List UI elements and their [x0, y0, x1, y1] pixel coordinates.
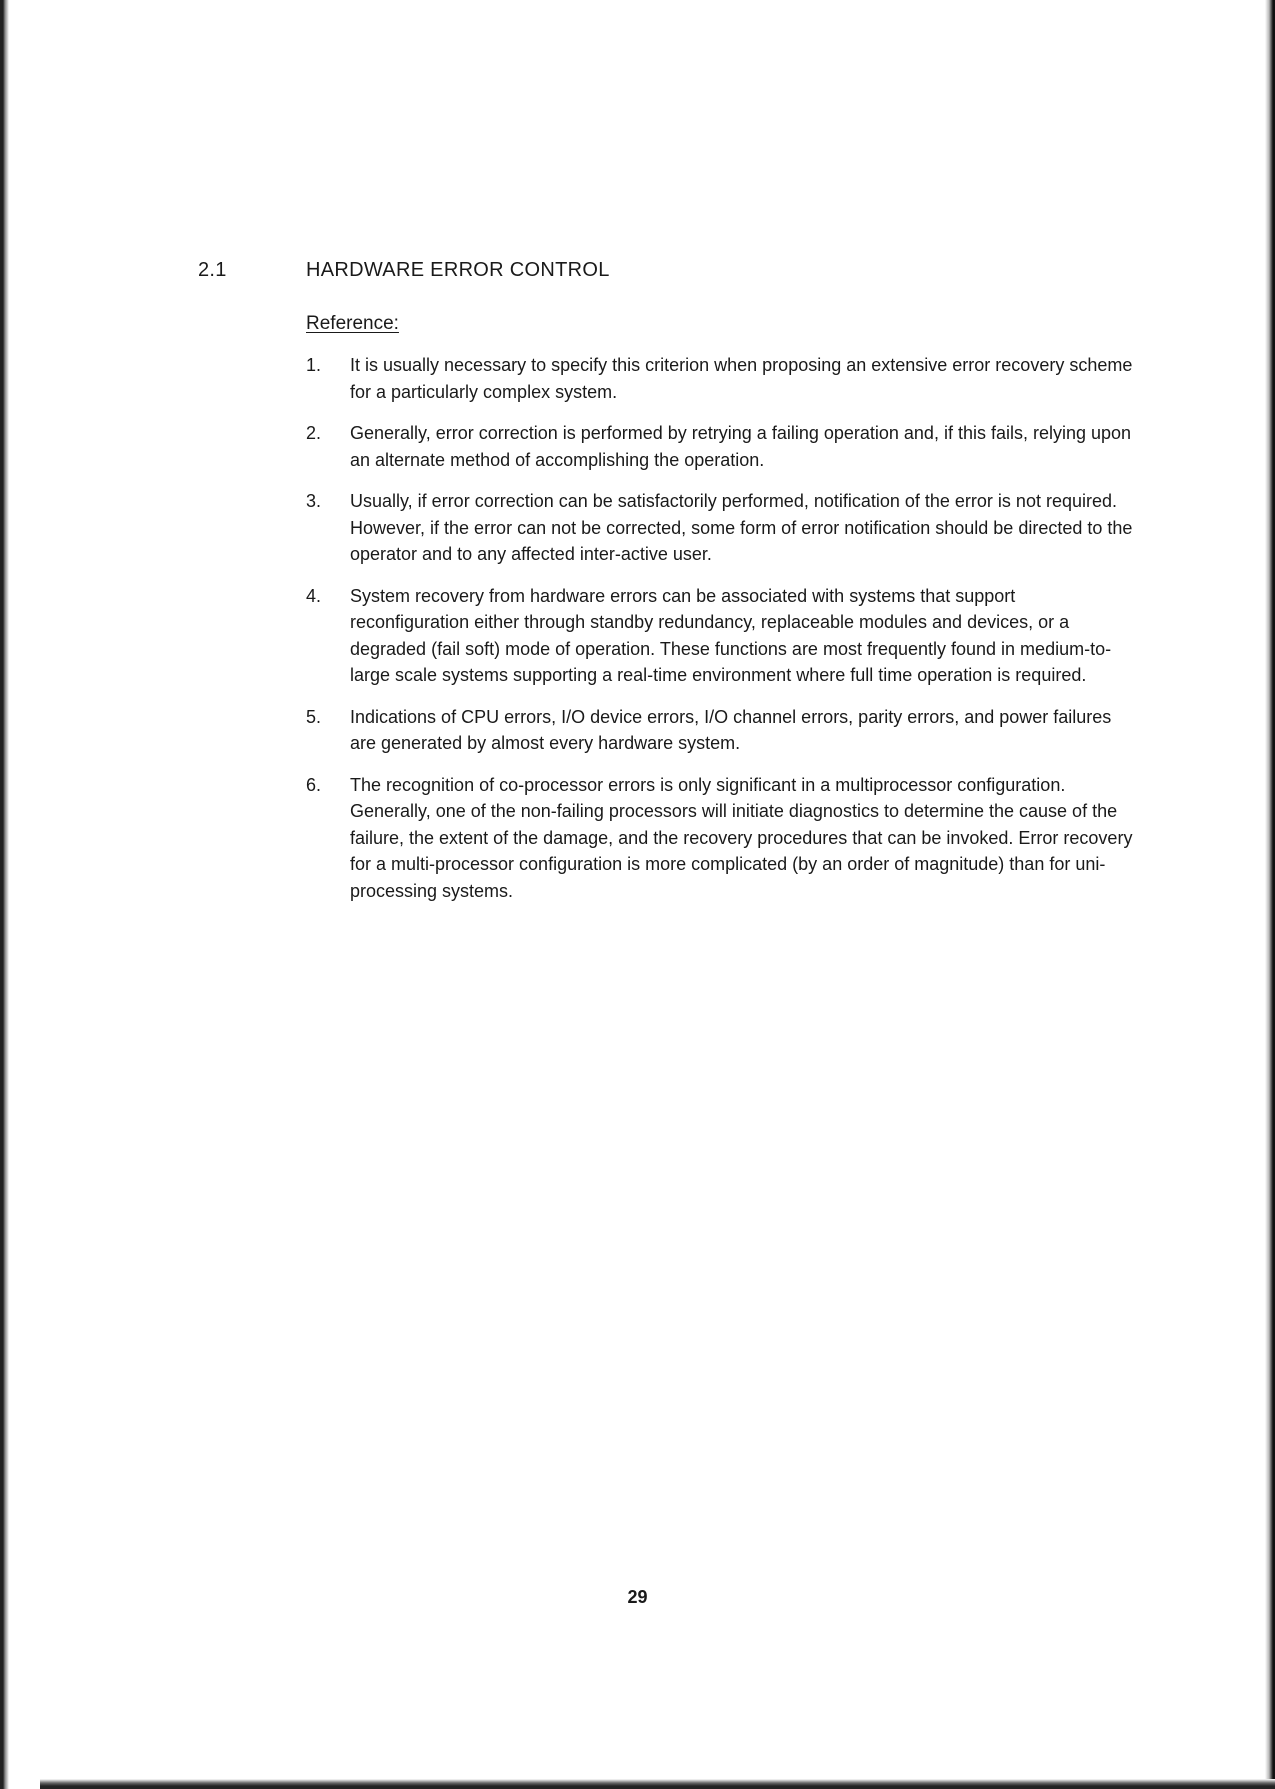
section-title: HARDWARE ERROR CONTROL — [306, 259, 610, 281]
list-item-number: 5. — [306, 706, 322, 727]
list-item-number: 4. — [306, 585, 322, 606]
list-item — [306, 772, 1136, 905]
list-item-text: The recognition of co-processor errors is only significant in a multiprocessor configuration. Generally, one of the non-failing processors will initiate diagnostics to determine the cause of the failure, the extent of the damage, and the recovery procedures that can be invoked. Error recovery for a multi-processor configuration is more complicated (by an order of magnitude) than for uni-processing systems. — [350, 774, 1133, 901]
list-item-text: Generally, error correction is performed by retrying a failing operation and, if this fails, relying upon an alternate method of accomplishing the operation. — [350, 423, 1132, 470]
list-item-number: 2. — [306, 423, 322, 443]
criteria-list — [306, 352, 1136, 919]
list-item — [306, 420, 1136, 473]
page-number: 29 — [627, 1587, 648, 1607]
list-item-number: 3. — [306, 491, 322, 511]
reference-label: Reference: — [306, 313, 399, 334]
list-item-text: Indications of CPU errors, I/O device errors, I/O channel errors, parity errors, and power failures are generated by almost every hardware system. — [350, 706, 1112, 753]
list-item — [306, 352, 1136, 405]
section-number: 2.1 — [198, 259, 227, 281]
section-heading — [198, 259, 610, 282]
list-item-number: 6. — [306, 774, 322, 795]
list-item-text: System recovery from hardware errors can be associated with systems that support reconfiguration either through standby redundancy, replaceable modules and devices, or a degraded (fail soft) mode of operation. These functions are most frequently found in medium-to-large scale systems supporting a real-time environment where full time operation is required. — [350, 585, 1112, 685]
list-item — [306, 704, 1136, 757]
list-item-number: 1. — [306, 355, 322, 375]
list-item — [306, 488, 1136, 568]
list-item-text: Usually, if error correction can be satisfactorily performed, notification of the error is not required. However, if the error can not be corrected, some form of error notification should be directed to the operator and to any affected inter-active user. — [350, 491, 1133, 564]
list-item-text: It is usually necessary to specify this criterion when proposing an extensive error recovery scheme for a particularly complex system. — [350, 355, 1133, 402]
scan-edge-left — [0, 0, 9, 1789]
scan-edge-right — [1245, 0, 1275, 1789]
scan-edge-bottom — [40, 1779, 1275, 1789]
list-item — [306, 583, 1136, 689]
